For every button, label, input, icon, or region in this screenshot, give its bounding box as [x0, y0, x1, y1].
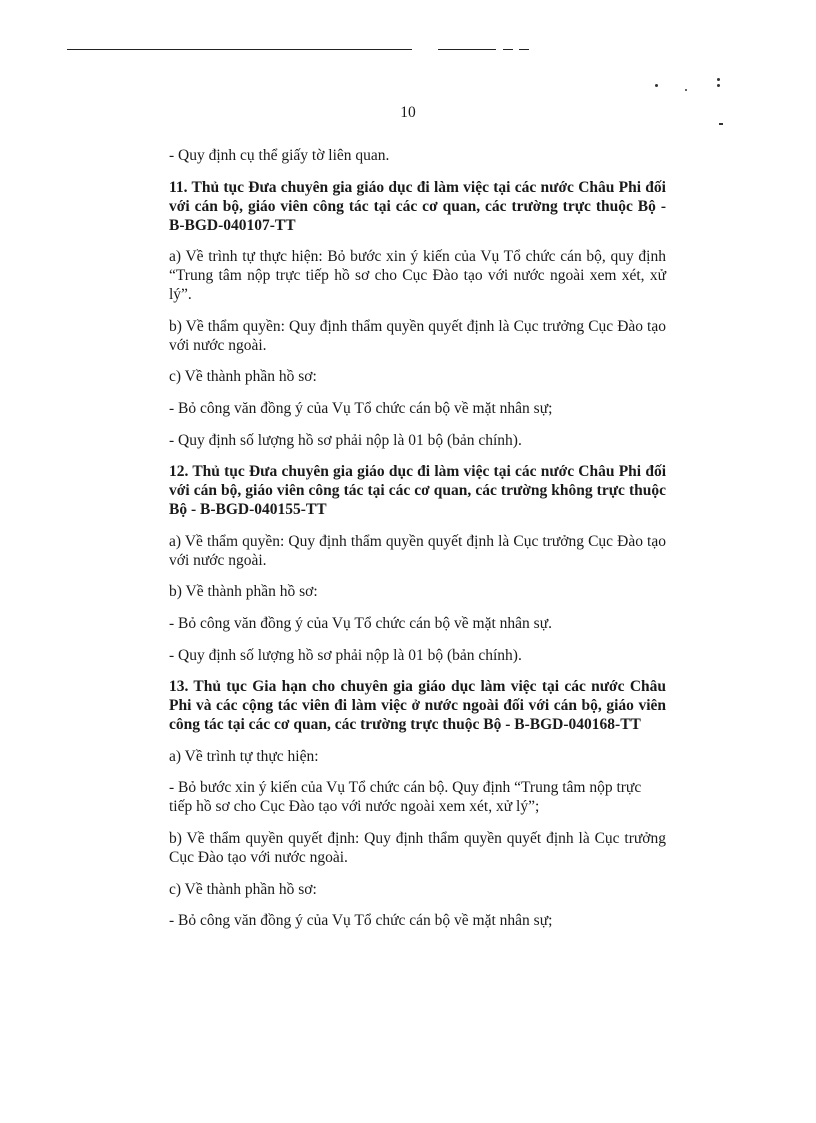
header-rule-segment	[503, 49, 513, 50]
header-rule-segment	[67, 49, 412, 50]
list-item: - Bỏ bước xin ý kiến của Vụ Tổ chức cán bộ. Quy định “Trung tâm nộp trực tiếp hồ sơ cho Cục Đào tạo với nước ngoài xem xét, xử lý”;	[169, 779, 642, 816]
paragraph: b) Về thẩm quyền quyết định: Quy định thẩm quyền quyết định là Cục trưởng Cục Đào tạo với nước ngoài.	[169, 829, 666, 866]
scan-speck	[655, 84, 658, 87]
paragraph: c) Về thành phần hồ sơ:	[169, 880, 317, 898]
scan-speck	[717, 78, 720, 81]
list-item: - Quy định cụ thể giấy tờ liên quan.	[169, 147, 390, 164]
section-heading: 12. Thủ tục Đưa chuyên gia giáo dục đi làm việc tại các nước Châu Phi đối với cán bộ, giáo viên công tác tại các cơ quan, các trường không trực thuộc Bộ - B-BGD-040155-TT	[169, 463, 666, 519]
list-item: - Quy định số lượng hồ sơ phải nộp là 01 bộ (bản chính).	[169, 646, 522, 664]
header-rule-segment	[438, 49, 496, 50]
scan-speck	[685, 89, 687, 91]
paragraph: c) Về thành phần hồ sơ:	[169, 368, 317, 386]
paragraph: a) Về trình tự thực hiện:	[169, 747, 319, 765]
scan-speck	[717, 84, 720, 87]
section-heading: 11. Thủ tục Đưa chuyên gia giáo dục đi làm việc tại các nước Châu Phi đối với cán bộ, giáo viên công tác tại các cơ quan, các trường trực thuộc Bộ - B-BGD-040107-TT	[169, 178, 666, 234]
section-heading: 13. Thủ tục Gia hạn cho chuyên gia giáo dục làm việc tại các nước Châu Phi và các cộng tác viên đi làm việc ở nước ngoài đối với cán bộ, giáo viên công tác tại các cơ quan, các trường trực thuộc Bộ - B-BGD-040168-TT	[169, 678, 666, 734]
paragraph: a) Về trình tự thực hiện: Bỏ bước xin ý kiến của Vụ Tổ chức cán bộ, quy định “Trung tâm nộp trực tiếp hồ sơ cho Cục Đào tạo với nước ngoài xem xét, xử lý”.	[169, 248, 666, 304]
list-item: - Quy định số lượng hồ sơ phải nộp là 01 bộ (bản chính).	[169, 431, 522, 449]
paragraph: a) Về thẩm quyền: Quy định thẩm quyền quyết định là Cục trưởng Cục Đào tạo với nước ngoài.	[169, 532, 666, 569]
list-item: - Bỏ công văn đồng ý của Vụ Tổ chức cán bộ về mặt nhân sự;	[169, 399, 553, 417]
document-body	[169, 146, 666, 943]
scan-speck	[719, 123, 723, 125]
paragraph: b) Về thành phần hồ sơ:	[169, 583, 318, 601]
list-item: - Bỏ công văn đồng ý của Vụ Tổ chức cán bộ về mặt nhân sự;	[169, 912, 553, 930]
list-item: - Bỏ công văn đồng ý của Vụ Tổ chức cán bộ về mặt nhân sự.	[169, 614, 552, 632]
header-rule-segment	[519, 49, 529, 50]
paragraph: b) Về thẩm quyền: Quy định thẩm quyền quyết định là Cục trưởng Cục Đào tạo với nước ngoài.	[169, 317, 666, 354]
page-number: 10	[400, 104, 416, 121]
